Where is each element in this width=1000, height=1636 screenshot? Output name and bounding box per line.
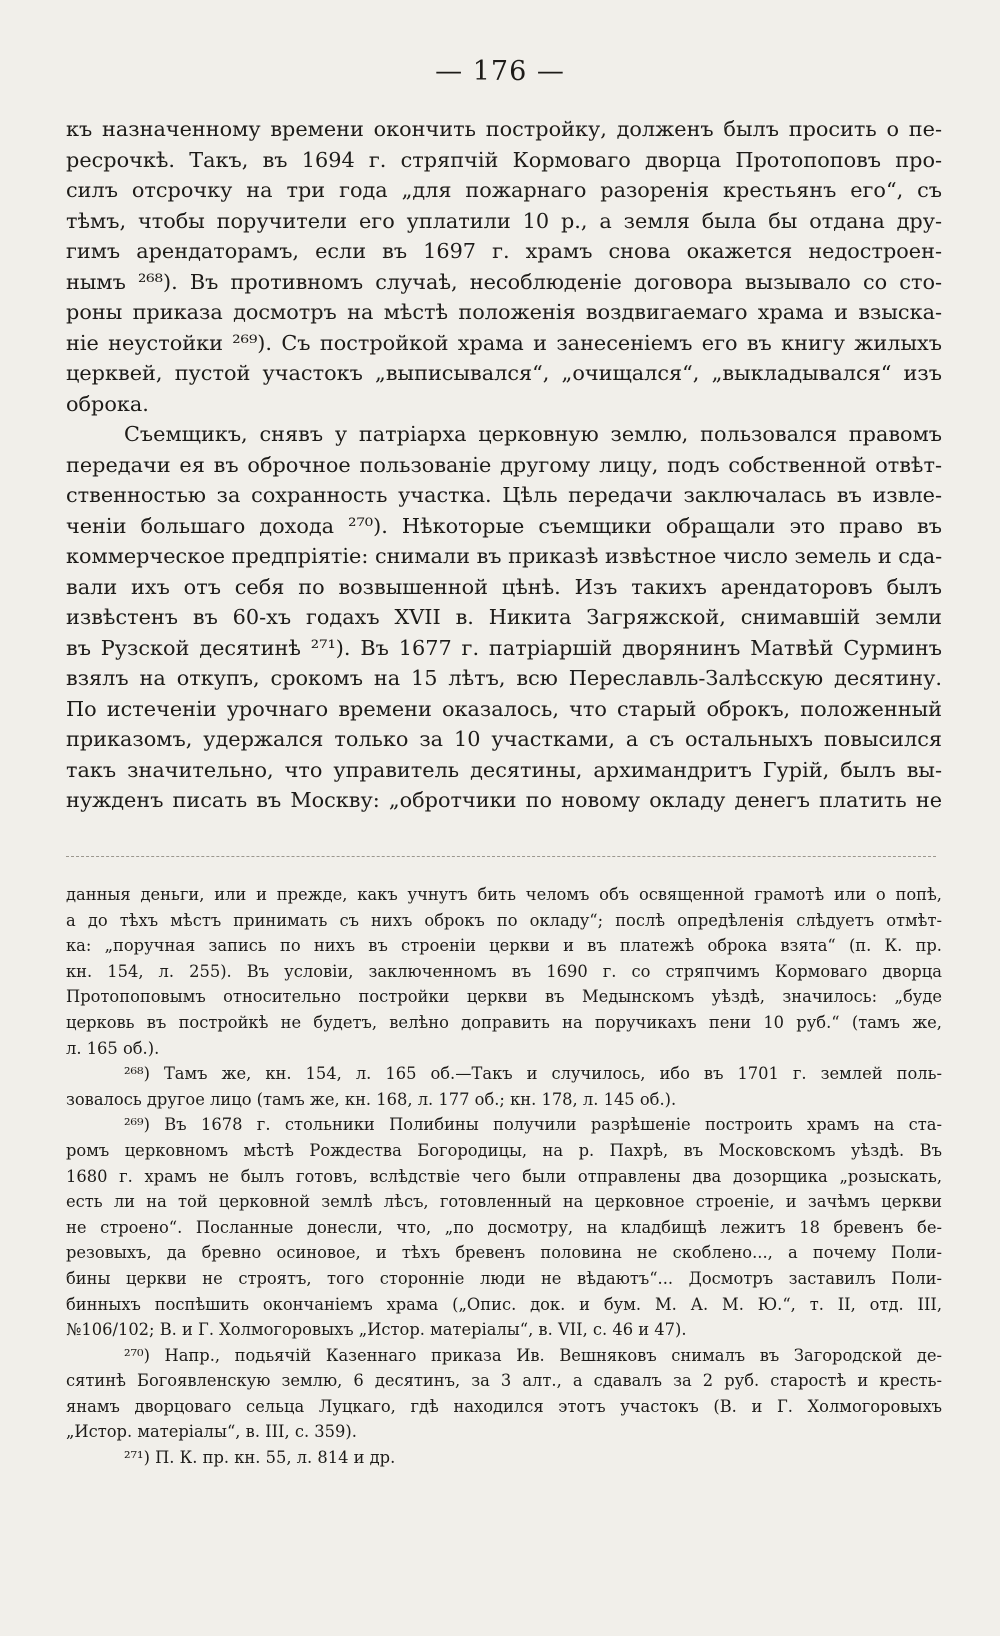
text-line: тѣмъ, чтобы поручители его уплатили 10 р., а земля была бы отдана дру- bbox=[66, 208, 942, 233]
text-line: передачи ея въ оброчное пользованіе другому лицу, подъ собственной отвѣт- bbox=[66, 452, 942, 477]
text-line: извѣстенъ въ 60-хъ годахъ XVII в. Никита Загряжской, снимавшій земли bbox=[66, 605, 942, 629]
footnote-line: л. 165 об.). bbox=[66, 1038, 160, 1058]
text-line: роны приказа досмотръ на мѣстѣ положенія воздвигаемаго храма и взыска- bbox=[66, 300, 942, 324]
footnote-line: „Истор. матеріалы“, в. III, с. 359). bbox=[66, 1422, 357, 1442]
text-line: ніе неустойки ²⁶⁹). Съ постройкой храма и занесеніемъ его въ книгу жилыхъ bbox=[66, 330, 942, 355]
page-number: — 176 — bbox=[435, 56, 565, 87]
footnote-line: бинныхъ поспѣшить окончаніемъ храма („Опис. док. и бум. М. А. М. Ю.“, т. II, отд. III, bbox=[66, 1294, 942, 1314]
text-line: нужденъ писать въ Москву: „обротчики по новому окладу денегъ платить не bbox=[66, 788, 942, 812]
text-line: ресрочкѣ. Такъ, въ 1694 г. стряпчій Кормоваго дворца Протопоповъ про- bbox=[66, 147, 942, 172]
text-line: такъ значительно, что управитель десятины, архимандритъ Гурій, былъ вы- bbox=[66, 757, 942, 782]
footnote-line: данныя деньги, или и прежде, какъ учнутъ бить челомъ объ освященной грамотѣ или о попѣ, bbox=[66, 885, 942, 904]
main-text bbox=[66, 114, 942, 816]
footnote-268: ²⁶⁸) Тамъ же, кн. 154, л. 165 об.—Такъ и случилось, ибо въ 1701 г. землей поль- bbox=[124, 1064, 942, 1084]
footnote-line: резовыхъ, да бревно осиновое, и тѣхъ бревенъ половина не скоблено..., а почему Поли- bbox=[66, 1243, 942, 1263]
text-line: Съемщикъ, снявъ у патріарха церковную землю, пользовался правомъ bbox=[124, 422, 942, 446]
footnotes bbox=[66, 882, 942, 1471]
text-line: По истеченіи урочнаго времени оказалось, что старый оброкъ, положенный bbox=[66, 696, 942, 721]
footnote-line: церковь въ постройкѣ не будетъ, велѣно доправить на поручикахъ пени 10 руб.“ (тамъ же, bbox=[66, 1012, 942, 1032]
footnote-divider bbox=[66, 856, 936, 857]
text-line: взялъ на откупъ, срокомъ на 15 лѣтъ, всю Переславль-Залѣсскую десятину. bbox=[66, 666, 942, 690]
footnote-270: ²⁷⁰) Напр., подьячій Казеннаго приказа Ив. Вешняковъ снималъ въ Загородской де- bbox=[124, 1345, 942, 1365]
footnote-line: есть ли на той церковной землѣ лѣсъ, готовленный на церковное строеніе, и зачѣмъ церкви bbox=[66, 1192, 942, 1212]
text-line: коммерческое предпріятіе: снимали въ приказѣ извѣстное число земель и сда- bbox=[66, 544, 943, 568]
footnote-line: №106/102; В. и Г. Холмогоровыхъ „Истор. матеріалы“, в. VII, с. 46 и 47). bbox=[66, 1320, 687, 1340]
text-line: въ Рузской десятинѣ ²⁷¹). Въ 1677 г. патріаршій дворянинъ Матвѣй Сурминъ bbox=[66, 635, 942, 660]
footnote-line: янамъ дворцоваго сельца Луцкаго, гдѣ находился этотъ участокъ (В. и Г. Холмогоровыхъ bbox=[66, 1396, 942, 1416]
footnote-line: Протопоповымъ относительно постройки церкви въ Медынскомъ уѣздѣ, значилось: „буде bbox=[66, 987, 942, 1007]
text-line: оброка. bbox=[66, 391, 149, 416]
footnote-line: не строено“. Посланные донесли, что, „по досмотру, на кладбищѣ лежитъ 18 бревенъ бе- bbox=[66, 1217, 942, 1237]
text-line: ченіи большаго дохода ²⁷⁰). Нѣкоторые съемщики обращали это право въ bbox=[66, 513, 942, 538]
footnote-line: сятинѣ Богоявленскую землю, 6 десятинъ, за 3 алт., а сдавалъ за 2 руб. старостѣ и кресть- bbox=[66, 1371, 942, 1391]
footnote-line: бины церкви не строятъ, того сторонніе люди не вѣдаютъ“... Досмотръ заставилъ Поли- bbox=[66, 1268, 942, 1288]
footnote-269: ²⁶⁹) Въ 1678 г. стольники Полибины получили разрѣшеніе построить храмъ на ста- bbox=[124, 1115, 942, 1135]
footnote-line: кн. 154, л. 255). Въ условіи, заключенномъ въ 1690 г. со стряпчимъ Кормоваго дворца bbox=[66, 961, 942, 981]
footnote-line: зовалось другое лицо (тамъ же, кн. 168, л. 177 об.; кн. 178, л. 145 об.). bbox=[66, 1089, 677, 1109]
text-line: къ назначенному времени окончить постройку, долженъ былъ просить о пе- bbox=[66, 117, 942, 141]
footnote-line: 1680 г. храмъ не былъ готовъ, вслѣдствіе чего были отправлены два дозорщика „розыскать, bbox=[66, 1166, 942, 1186]
footnote-line: ка: „поручная запись по нихъ въ строеніи церкви и въ платежѣ оброка взята“ (п. К. пр. bbox=[66, 936, 942, 956]
text-line: нымъ ²⁶⁸). Въ противномъ случаѣ, несоблюденіе договора вызывало со сто- bbox=[66, 269, 942, 294]
text-line: вали ихъ отъ себя по возвышенной цѣнѣ. Изъ такихъ арендаторовъ былъ bbox=[66, 574, 942, 599]
text-line: ственностью за сохранность участка. Цѣль передачи заключалась въ извле- bbox=[66, 483, 942, 507]
text-line: церквей, пустой участокъ „выписывался“, „очищался“, „выкладывался“ изъ bbox=[66, 361, 942, 385]
footnote-271: ²⁷¹) П. К. пр. кн. 55, л. 814 и др. bbox=[124, 1448, 396, 1468]
text-line: приказомъ, удержался только за 10 участками, а съ остальныхъ повысился bbox=[66, 727, 942, 751]
text-line: гимъ арендаторамъ, если въ 1697 г. храмъ снова окажется недостроен- bbox=[66, 239, 942, 263]
footnote-line: а до тѣхъ мѣстъ принимать съ нихъ оброкъ по окладу“; послѣ опредѣленія слѣдуетъ отмѣт- bbox=[66, 910, 942, 930]
footnote-line: ромъ церковномъ мѣстѣ Рождества Богородицы, на р. Пахрѣ, въ Московскомъ уѣздѣ. Въ bbox=[66, 1140, 942, 1160]
text-line: силъ отсрочку на три года „для пожарнаго разоренія крестьянъ его“, съ bbox=[66, 178, 942, 202]
